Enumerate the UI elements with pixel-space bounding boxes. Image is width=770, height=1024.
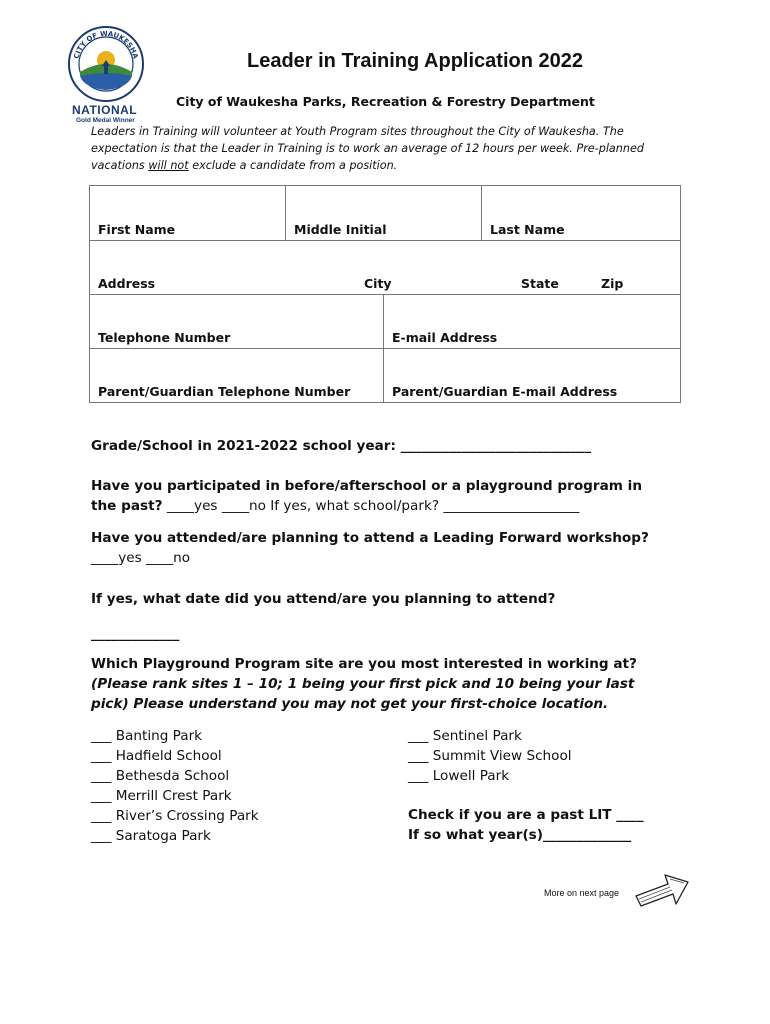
site-item[interactable]: ___ River’s Crossing Park (91, 808, 259, 824)
past-lit-year[interactable]: If so what year(s)_____________ (408, 827, 632, 843)
page-title: Leader in Training Application 2022 (246, 50, 583, 72)
logo-gold-medal-text: Gold Medal Winner (76, 117, 135, 124)
attend-date-blank[interactable]: _____________ (91, 626, 180, 642)
site-list-left (91, 726, 259, 846)
state-label: State (521, 276, 559, 291)
address-row[interactable] (90, 241, 681, 295)
department-name: City of Waukesha Parks, Recreation & Forestry Department (176, 94, 595, 109)
middle-initial-field[interactable]: Middle Initial (286, 186, 482, 241)
workshop-options[interactable]: ____yes ____no (91, 550, 191, 566)
site-item[interactable]: ___ Summit View School (408, 748, 572, 764)
past-lit-check[interactable]: Check if you are a past LIT ____ (408, 807, 644, 823)
attend-date-question: If yes, what date did you attend/are you planning to attend? (91, 591, 556, 607)
intro-text-1: Leaders in Training will volunteer at Youth Program sites throughout the City of Waukesha. The expectation is that the Leader in Training is to work an average of 12 hours per week. Pre-planned vacations (91, 125, 644, 172)
participated-past-label: the past? (91, 498, 163, 514)
email-field[interactable]: E-mail Address (384, 295, 681, 349)
city-label: City (364, 276, 392, 291)
guardian-email-field[interactable]: Parent/Guardian E-mail Address (384, 349, 681, 403)
site-list-right (408, 726, 572, 786)
site-item[interactable]: ___ Hadfield School (91, 748, 222, 764)
participated-question-line2[interactable] (91, 496, 579, 517)
site-interest-question: Which Playground Program site are you most interested in working at? (91, 656, 637, 672)
last-name-field[interactable]: Last Name (482, 186, 681, 241)
participated-options: ____yes ____no If yes, what school/park? ____________________ (162, 498, 580, 514)
arrow-right-icon (632, 870, 692, 912)
rank-instructions-line1: (Please rank sites 1 – 10; 1 being your first pick and 10 being your last (91, 676, 635, 692)
participated-question-line1: Have you participated in before/afterschool or a playground program in (91, 478, 643, 494)
intro-paragraph (91, 123, 691, 174)
grade-school-question[interactable]: Grade/School in 2021-2022 school year: ____________________________ (91, 438, 591, 454)
site-item[interactable]: ___ Sentinel Park (408, 728, 522, 744)
intro-text-2: exclude a candidate from a position. (188, 159, 398, 172)
site-item[interactable]: ___ Lowell Park (408, 768, 510, 784)
site-item[interactable]: ___ Banting Park (91, 728, 203, 744)
svg-text:CITY OF WAUKESHA: CITY OF WAUKESHA (72, 29, 140, 60)
rank-instructions-line2: pick) Please understand you may not get your first-choice location. (91, 696, 609, 712)
site-item[interactable]: ___ Saratoga Park (91, 828, 211, 844)
first-name-field[interactable]: First Name (90, 186, 286, 241)
more-on-next-page-text: More on next page (544, 888, 620, 898)
address-label: Address (98, 276, 156, 291)
workshop-question: Have you attended/are planning to attend a Leading Forward workshop? (91, 530, 649, 546)
telephone-field[interactable]: Telephone Number (90, 295, 384, 349)
past-lit-block (408, 805, 644, 845)
site-item[interactable]: ___ Bethesda School (91, 768, 230, 784)
zip-label: Zip (601, 276, 624, 291)
site-item[interactable]: ___ Merrill Crest Park (91, 788, 232, 804)
applicant-info-table (89, 185, 681, 403)
guardian-telephone-field[interactable]: Parent/Guardian Telephone Number (90, 349, 384, 403)
intro-underlined: will not (148, 159, 189, 172)
logo-national-text: NATIONAL (72, 103, 138, 117)
